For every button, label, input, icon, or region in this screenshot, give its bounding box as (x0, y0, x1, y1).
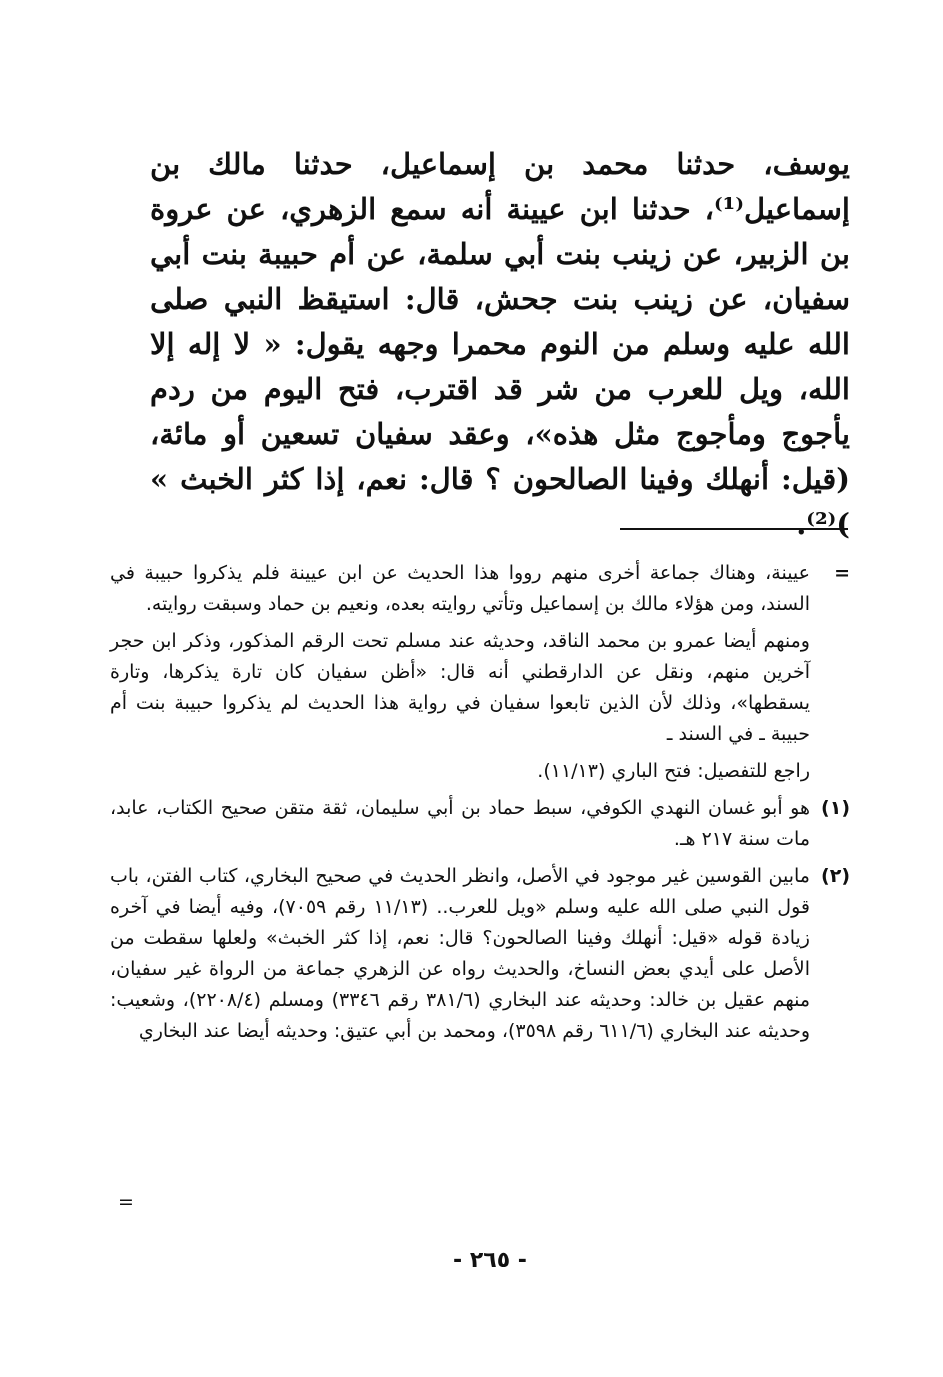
footnote-continued (110, 558, 850, 787)
footnote-2 (110, 861, 850, 1047)
footnote-marker: = (834, 562, 850, 584)
footnotes (110, 558, 850, 1053)
footnote-paragraph: ومنهم أيضا عمرو بن محمد الناقد، وحديثه عند مسلم تحت الرقم المذكور، وذكر ابن حجر آخرين منهم، ونقل عن الدارقطني أنه قال: «أظن سفيان كان تارة يذكرها، وتارة يسقطها»، وذلك لأن الذين تابعوا سفيان في رواية هذا الحديث لم يذكروا حبيبة بنت أم حبيبة ـ في السند ـ (110, 630, 810, 745)
footnote-1 (110, 793, 850, 855)
footnote-body (110, 793, 810, 855)
footnote-paragraph: راجع للتفصيل: فتح الباري (١١/١٣). (537, 760, 810, 782)
footnote-paragraph: هو أبو غسان النهدي الكوفي، سبط حماد بن أبي سليمان، ثقة متقن صحيح الكتاب، عابد، مات سنة ٢١٧ هـ. (110, 797, 810, 850)
main-text (150, 142, 850, 547)
page-number: - ٢٦٥ - (453, 1248, 527, 1273)
footnote-body (110, 558, 810, 787)
continuation-mark: = (118, 1191, 134, 1213)
footnote-paragraph: عيينة، وهناك جماعة أخرى منهم رووا هذا الحديث عن ابن عيينة فلم يذكروا حبيبة في السند، ومن هؤلاء مالك بن إسماعيل وتأتي روايته بعده، ونعيم بن حماد وسبقت روايته. (110, 562, 810, 615)
footnote-separator (620, 528, 848, 530)
footnote-marker: (٢) (821, 865, 850, 887)
main-paragraph: يوسف، حدثنا محمد بن إسماعيل، حدثنا مالك بن إسماعيل⁽¹⁾، حدثنا ابن عيينة أنه سمع الزهري، عن عروة بن الزبير، عن زينب بنت أبي سلمة، عن أم حبيبة بنت أبي سفيان، عن زينب بنت جحش، قال: استيقظ النبي صلى الله عليه وسلم من النوم محمرا وجهه يقول: « لا إله إلا الله، ويل للعرب من شر قد اقترب، فتح اليوم من ردم يأجوج ومأجوج مثل هذه»، وعقد سفيان تسعين أو مائة، (قيل: أنهلك وفينا الصالحون ؟ قال: نعم، إذا كثر الخبث » )⁽²⁾. (150, 147, 850, 541)
footnote-paragraph: مابين القوسين غير موجود في الأصل، وانظر الحديث في صحيح البخاري، كتاب الفتن، باب قول النبي صلى الله عليه وسلم «ويل للعرب.. (١١/١٣ رقم ٧٠٥٩)، وفيه أيضا في آخره زيادة قوله «قيل: أنهلك وفينا الصالحون؟ قال: نعم، إذا كثر الخبث» ولعلها سقطت من الأصل على أيدي بعض النساخ، والحديث رواه عن الزهري جماعة من الرواة غير سفيان، منهم عقيل بن خالد: وحديثه عند البخاري (٣٨١/٦ رقم ٣٣٤٦) ومسلم (٢٢٠٨/٤)، وشعيب: وحديثه عند البخاري (٦١١/٦ رقم ٣٥٩٨)، ومحمد بن أبي عتيق: وحديثه أيضا عند البخاري (110, 865, 811, 1042)
footnote-marker: (١) (821, 797, 850, 819)
footnote-body (110, 861, 810, 1047)
